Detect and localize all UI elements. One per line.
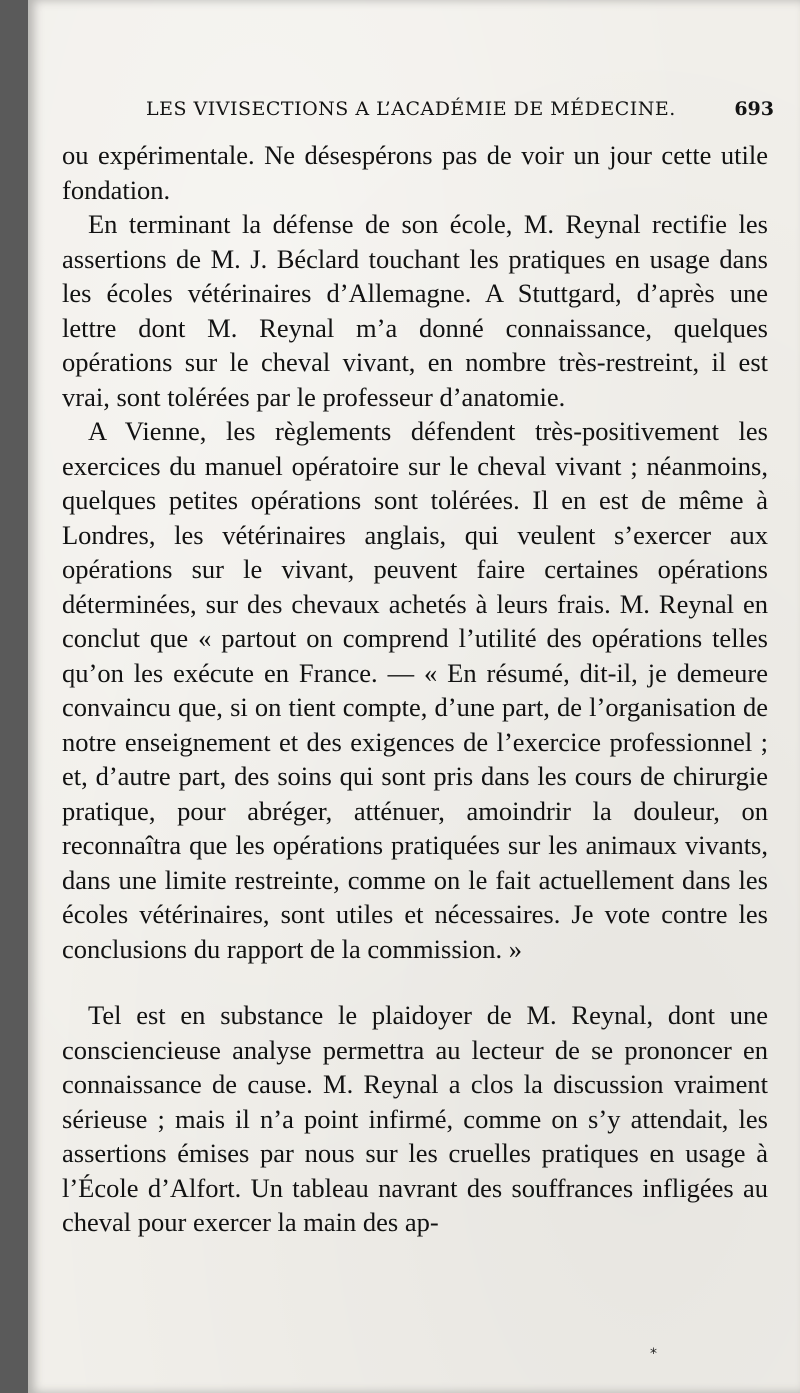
paragraph-vienne: A Vienne, les règlements défendent très-positivement les exercices du manuel opératoire sur le cheval vivant ; néanmoins, quelques petites opérations sont tolérées. Il en est de même à Londres, les vétérinaires anglais, qui veulent s’exercer aux opérations sur le vivant, peuvent faire certaines opérations déterminées, sur des chevaux achetés à leurs frais. M. Reynal en conclut que « partout on comprend l’utilité des opérations telles qu’on les exécute en France. — « En résumé, dit-il, je demeure convaincu que, si on tient compte, d’une part, de l’organisation de notre enseignement et des exigences de l’exercice professionnel ; et, d’autre part, des soins qui sont pris dans les cours de chirurgie pratique, pour abréger, atténuer, amoindrir la douleur, on reconnaîtra que les opérations pratiquées sur les animaux vivants, dans une limite restreinte, comme on le fait actuellement dans les écoles vétérinaires, sont utiles et nécessaires. Je vote contre les conclusions du rapport de la commission. »: [62, 416, 768, 964]
running-title: LES VIVISECTIONS A L’ACADÉMIE DE MÉDECINE.: [146, 98, 676, 120]
book-page: [28, 0, 800, 1393]
page-header: [28, 90, 800, 120]
paragraph-stuttgard: En terminant la défense de son école, M. Reynal rectifie les assertions de M. J. Béclard touchant les pratiques en usage dans les écoles vétérinaires d’Allemagne. A Stuttgard, d’après une lettre dont M. Reynal m’a donné connaissance, quelques opérations sur le cheval vivant, en nombre très-restreint, il est vrai, sont tolérées par le professeur d’anatomie.: [62, 209, 768, 412]
paragraph-plaidoyer: Tel est en substance le plaidoyer de M. Reynal, dont une consciencieuse analyse permettra au lecteur de se prononcer en connaissance de cause. M. Reynal a clos la discussion vraiment sérieuse ; mais il n’a point infirmé, comme on s’y attendait, les assertions émises par nous sur les cruelles pratiques en usage à l’École d’Alfort. Un tableau navrant des souffrances infligées au cheval pour exercer la main des ap-: [62, 1000, 768, 1237]
page-number: 693: [734, 98, 774, 120]
body-text: [62, 138, 768, 1240]
signature-mark: *: [650, 1346, 657, 1362]
paragraph-continuation: ou expérimentale. Ne désespérons pas de voir un jour cette utile fondation.: [62, 140, 768, 205]
